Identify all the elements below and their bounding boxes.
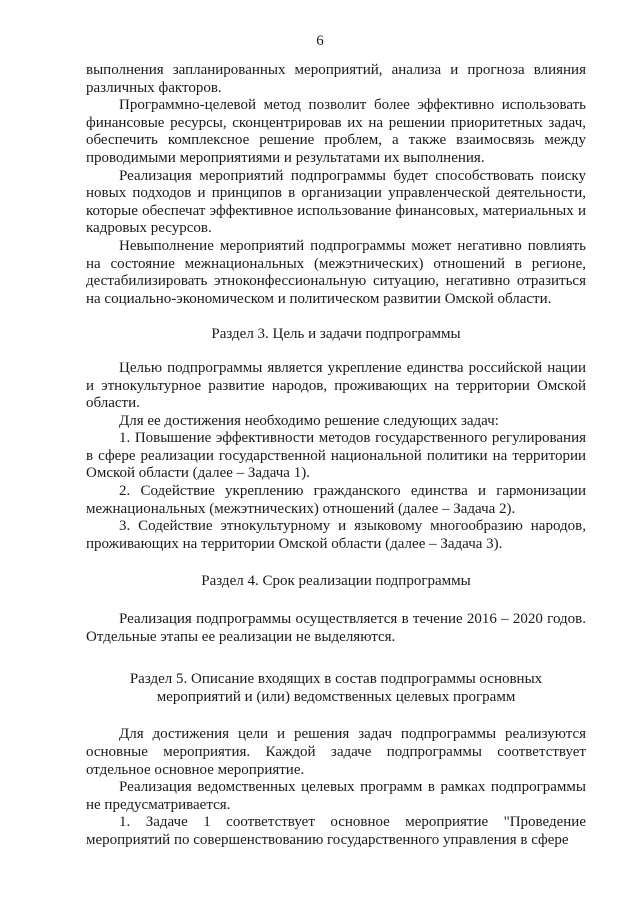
paragraph-implementation: Реализация мероприятий подпрограммы будет способствовать поиску новых подходов и принципов в организации управленческой деятельности, которые обеспечат эффективное использование финансовых, материальных и кадровых ресурсов. — [86, 167, 586, 237]
section-5-paragraph-3: 1. Задаче 1 соответствует основное мероприятие "Проведение мероприятий по совершенствованию государственного управления в сфере — [86, 814, 586, 848]
paragraph-non-fulfillment: Невыполнение мероприятий подпрограммы может негативно повлиять на состояние межнациональных (межэтнических) отношений в регионе, дестабилизировать этноконфессиональную ситуацию, негативно отразиться на социально-экономическом и политическом развитии Омской области. — [86, 237, 586, 307]
page-number: 6 — [316, 33, 324, 49]
paragraph-continuation: выполнения запланированных мероприятий, анализа и прогноза влияния различных факторов. — [86, 62, 586, 96]
section-5-heading-line-1: Раздел 5. Описание входящих в состав подпрограммы основных — [129, 671, 543, 688]
document-body — [86, 62, 586, 850]
task-item-3: 3. Содействие этнокультурному и языковому многообразию народов, проживающих на территории Омской области (далее – Задача 3). — [86, 518, 586, 552]
paragraph-program-method: Программно-целевой метод позволит более эффективно использовать финансовые ресурсы, сконцентрировав их на решении приоритетных задач, обеспечить комплексное решение проблем, а также взаимосвязь между проводимыми мероприятиями и результатами их выполнения. — [86, 97, 586, 166]
section-5-paragraph-2: Реализация ведомственных целевых программ в рамках подпрограммы не предусматривается. — [86, 779, 586, 813]
section-4-heading: Раздел 4. Срок реализации подпрограммы — [201, 573, 471, 590]
section-3-heading: Раздел 3. Цель и задачи подпрограммы — [211, 326, 461, 343]
task-item-1: 1. Повышение эффективности методов государственного регулирования в сфере реализации государственной национальной политики на территории Омской области (далее – Задача 1). — [86, 430, 586, 482]
section-3-goal: Целью подпрограммы является укрепление единства российской нации и этнокультурное развитие народов, проживающих на территории Омской области. — [86, 359, 586, 412]
task-item-2: 2. Содействие укреплению гражданского единства и гармонизации межнациональных (межэтнических) отношений (далее – Задача 2). — [86, 483, 586, 517]
section-5-heading-line-2: мероприятий и (или) ведомственных целевых программ — [156, 688, 516, 705]
section-5-paragraph-1: Для достижения цели и решения задач подпрограммы реализуются основные мероприятия. Каждой задаче подпрограммы соответствует отдельное основное мероприятие. — [86, 726, 586, 778]
section-4-text: Реализация подпрограммы осуществляется в течение 2016 – 2020 годов. Отдельные этапы ее реализации не выделяются. — [86, 611, 586, 645]
section-3-tasks-intro: Для ее достижения необходимо решение следующих задач: — [119, 412, 499, 429]
